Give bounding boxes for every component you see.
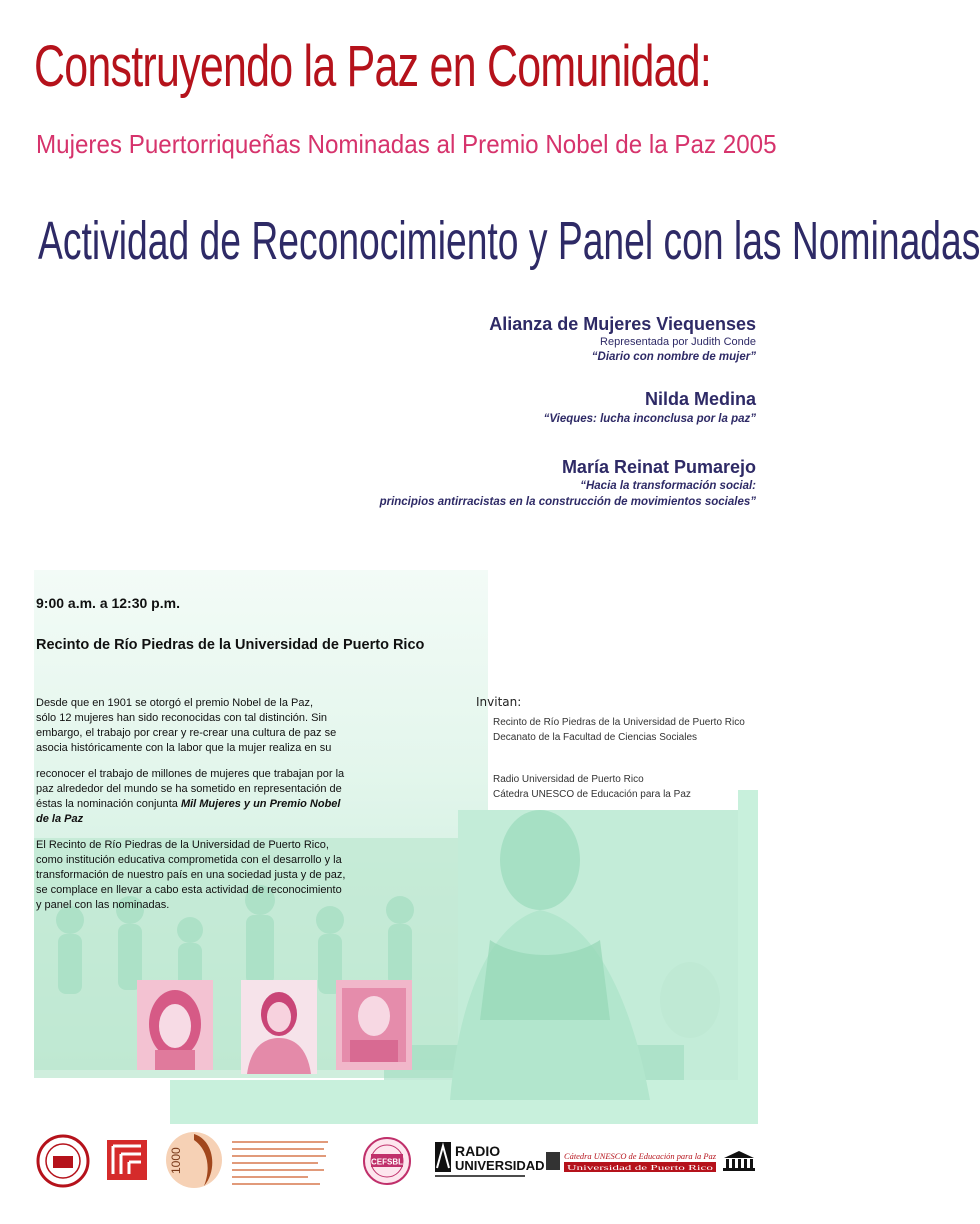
upr-seal-logo (36, 1134, 90, 1188)
nomination-name: Mil Mujeres y un Premio Nobel (180, 798, 341, 810)
event-heading: Actividad de Reconocimiento y Panel con las Nominadas (38, 211, 980, 271)
nominee-talk-title: “Hacia la transformación social: (580, 480, 756, 492)
faculty-logo (107, 1140, 147, 1180)
event-location: Recinto de Río Piedras de la Universidad de Puerto Rico (36, 637, 425, 653)
page-title: Construyendo la Paz en Comunidad: (34, 34, 712, 99)
body-line: como institución educativa comprometida con el desarrollo y la (36, 854, 342, 866)
radio-logo-text-top: RADIO (455, 1143, 501, 1159)
radio-logo-text-bottom: UNIVERSIDAD (455, 1158, 545, 1173)
body-line: transformación de nuestro país en una sociedad justa y de paz, (36, 869, 346, 881)
host-line: Recinto de Río Piedras de la Universidad de Puerto Rico (493, 717, 745, 728)
nominee-name: María Reinat Pumarejo (561, 457, 756, 477)
mil-mujeres-number: 1000 (169, 1147, 183, 1174)
cefsbl-logo (362, 1134, 412, 1188)
body-paragraph-1 (36, 696, 396, 756)
mil-mujeres-tagline (228, 1138, 338, 1190)
host-group-2 (493, 772, 691, 802)
body-line: se complace en llevar a cabo esta actividad de reconocimiento (36, 884, 342, 896)
host-line: Decanato de la Facultad de Ciencias Sociales (493, 732, 698, 743)
body-line (36, 812, 396, 827)
body-line: embargo, el trabajo por crear y re-crear una cultura de paz se (36, 727, 337, 739)
host-group-1 (493, 715, 745, 745)
unesco-logo-line-1: Cátedra UNESCO de Educación para la Paz (564, 1152, 717, 1161)
event-time: 9:00 a.m. a 12:30 p.m. (36, 595, 180, 611)
body-line (36, 797, 396, 812)
unesco-logo-line-2: Universidad de Puerto Rico (567, 1163, 714, 1172)
nomination-name: de la Paz (36, 813, 84, 825)
mil-mujeres-logo (164, 1130, 224, 1190)
radio-universidad-logo (433, 1138, 545, 1180)
nominee-talk-title: principios antirracistas en la construcción de movimientos sociales” (379, 496, 756, 508)
nominee-name: Nilda Medina (644, 389, 756, 409)
body-line: Desde que en 1901 se otorgó el premio Nobel de la Paz, (36, 697, 314, 709)
nominee-photo (137, 980, 213, 1070)
cefsbl-logo-text: CEFSBL (371, 1157, 403, 1167)
body-line: asocia históricamente con la labor que la mujer realiza en su (36, 742, 332, 754)
body-line: El Recinto de Río Piedras de la Universidad de Puerto Rico, (36, 839, 329, 851)
invitan-label: Invitan: (476, 695, 522, 709)
portrait-illustration (430, 800, 750, 1100)
body-line: reconocer el trabajo de millones de mujeres que trabajan por la (36, 768, 345, 780)
nominee-talk-title: “Vieques: lucha inconclusa por la paz” (543, 413, 756, 425)
body-line-text: éstas la nominación conjunta (36, 798, 178, 810)
nominee-photo (241, 980, 317, 1074)
body-line: y panel con las nominadas. (36, 899, 170, 911)
host-line: Cátedra UNESCO de Educación para la Paz (493, 789, 691, 800)
page-subtitle: Mujeres Puertorriqueñas Nominadas al Premio Nobel de la Paz 2005 (36, 129, 777, 159)
host-line: Radio Universidad de Puerto Rico (493, 774, 644, 785)
nominee-talk-title: “Diario con nombre de mujer” (591, 351, 756, 363)
nominee-photo (336, 980, 412, 1070)
body-paragraph-3 (36, 838, 396, 913)
body-paragraph-2 (36, 767, 396, 827)
unesco-catedra-logo (546, 1148, 758, 1174)
nominee-name: Alianza de Mujeres Viequenses (489, 314, 756, 334)
nominee-note: Representada por Judith Conde (600, 336, 756, 348)
body-line: paz alrededor del mundo se ha sometido en representación de (36, 783, 342, 795)
body-line: sólo 12 mujeres han sido reconocidas con tal distinción. Sin (36, 712, 328, 724)
